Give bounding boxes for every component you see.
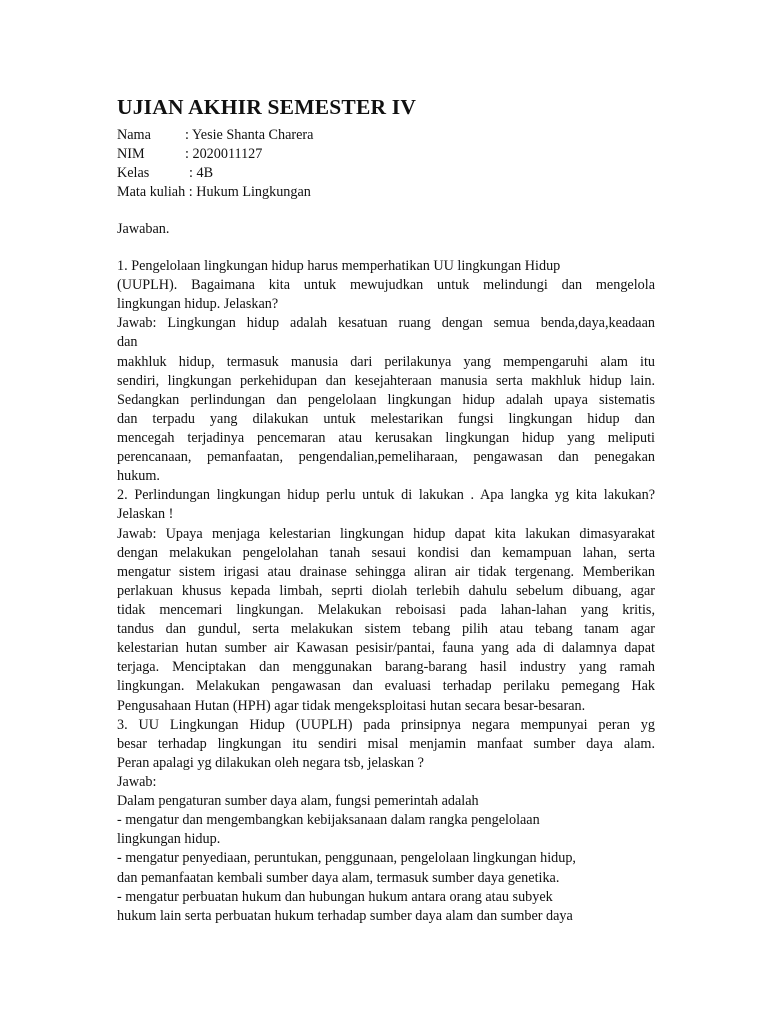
text-line: Peran apalagi yg dilakukan oleh negara tsb, jelaskan ? (117, 754, 424, 771)
text-line: terjaga. Menciptakan dan menggunakan barang-barang hasil industry yang ramah (117, 659, 655, 676)
text-line: tandus dan gundul, serta melakukan sistem tebang pilih atau tebang tanam agar (117, 621, 655, 638)
text-line: hukum lain serta perbuatan hukum terhadap sumber daya alam dan sumber daya (117, 907, 573, 924)
text-line: - mengatur dan mengembangkan kebijaksanaan dalam rangka pengelolaan (117, 812, 540, 829)
identity-value: : Yesie Shanta Charera (185, 127, 314, 143)
text-line: - mengatur penyediaan, peruntukan, penggunaan, pengelolaan lingkungan hidup, (117, 850, 576, 867)
text-line: dan terpadu yang dilakukan untuk melestarikan fungsi lingkungan hidup dan (117, 410, 655, 427)
identity-label: NIM (117, 146, 145, 162)
identity-label: Nama (117, 127, 151, 143)
text-line: besar terhadap lingkungan itu sendiri misal menjamin manfaat sumber daya alam. (117, 735, 655, 752)
text-line: kelestarian hutan sumber air Kawasan pesisir/pantai, fauna yang ada di dalamnya dapat (117, 640, 655, 657)
text-line: dan pemanfaatan kembali sumber daya alam, termasuk sumber daya genetika. (117, 869, 560, 886)
text-line: lingkungan. Melakukan pengawasan dan evaluasi terhadap perilaku pemegang Hak (117, 678, 655, 695)
student-identity (117, 126, 655, 202)
text-line: 3. UU Lingkungan Hidup (UUPLH) pada prinsipnya negara mempunyai peran yg (117, 716, 655, 733)
text-line: lingkungan hidup. Jelaskan? (117, 296, 279, 313)
text-line: dengan melakukan pengelolahan tanah sesaui kondisi dan kemampuan lahan, serta (117, 544, 655, 561)
identity-value: : 4B (189, 165, 214, 181)
document-body (117, 94, 655, 926)
text-line: lingkungan hidup. (117, 831, 221, 848)
text-line: perencanaan, pemanfaatan, pengendalian,pemeliharaan, pengawasan dan penegakan (117, 449, 655, 466)
text-line: dan (117, 334, 138, 351)
identity-row-mata-kuliah (117, 183, 655, 202)
identity-row-nama (117, 126, 655, 145)
text-line: Dalam pengaturan sumber daya alam, fungsi pemerintah adalah (117, 793, 479, 810)
identity-label: Kelas (117, 165, 150, 181)
text-line: sendiri, lingkungan perkehidupan dan kesejahteraan manusia serta makhluk hidup lain. (117, 372, 655, 389)
text-line: Jawab: Upaya menjaga kelestarian lingkungan hidup dapat kita lakukan dimasyarakat (117, 525, 655, 542)
text-line: 1. Pengelolaan lingkungan hidup harus memperhatikan UU lingkungan Hidup (117, 258, 561, 274)
identity-row-nim (117, 145, 655, 164)
text-line: Pengusahaan Hutan (HPH) agar tidak mengeksploitasi hutan secara besar-besaran. (117, 697, 586, 714)
identity-row-kelas (117, 164, 655, 183)
document-title: UJIAN AKHIR SEMESTER IV (117, 95, 417, 119)
identity-value: : Hukum Lingkungan (188, 184, 311, 200)
text-line: Jelaskan ! (117, 506, 174, 523)
text-line: mencegah terjadinya pencemaran atau kerusakan lingkungan hidup yang meliputi (117, 429, 655, 446)
text-line: Jawab: (117, 773, 157, 790)
text-line: - mengatur perbuatan hukum dan hubungan hukum antara orang atau subyek (117, 888, 553, 905)
text-line: tidak mencemari lingkungan. Melakukan reboisasi pada lahan-lahan yang kritis, (117, 601, 655, 618)
text-line: Sedangkan perlindungan dan pengelolaan lingkungan hidup adalah upaya sistematis (117, 391, 655, 408)
text-line: mengatur sistem irigasi atau drainase sehingga aliran air tidak tergenang. Memberikan (117, 563, 655, 580)
answer-heading: Jawaban. (117, 221, 170, 237)
answer-text (117, 257, 655, 926)
text-line: perlakuan khusus kepada limbah, seprti diolah terlebih dahulu sebelum dibuang, agar (117, 582, 655, 599)
identity-label: Mata kuliah (117, 184, 186, 200)
text-line: Jawab: Lingkungan hidup adalah kesatuan ruang dengan semua benda,daya,keadaan (117, 315, 655, 332)
text-line: 2. Perlindungan lingkungan hidup perlu untuk di lakukan . Apa langka yg kita lakukan? (117, 487, 655, 504)
text-line: makhluk hidup, termasuk manusia dari perilakunya yang mempengaruhi alam itu (117, 353, 655, 370)
text-line: hukum. (117, 468, 160, 485)
identity-value: : 2020011127 (185, 146, 263, 162)
text-line: (UUPLH). Bagaimana kita untuk mewujudkan untuk melindungi dan mengelola (117, 277, 655, 294)
